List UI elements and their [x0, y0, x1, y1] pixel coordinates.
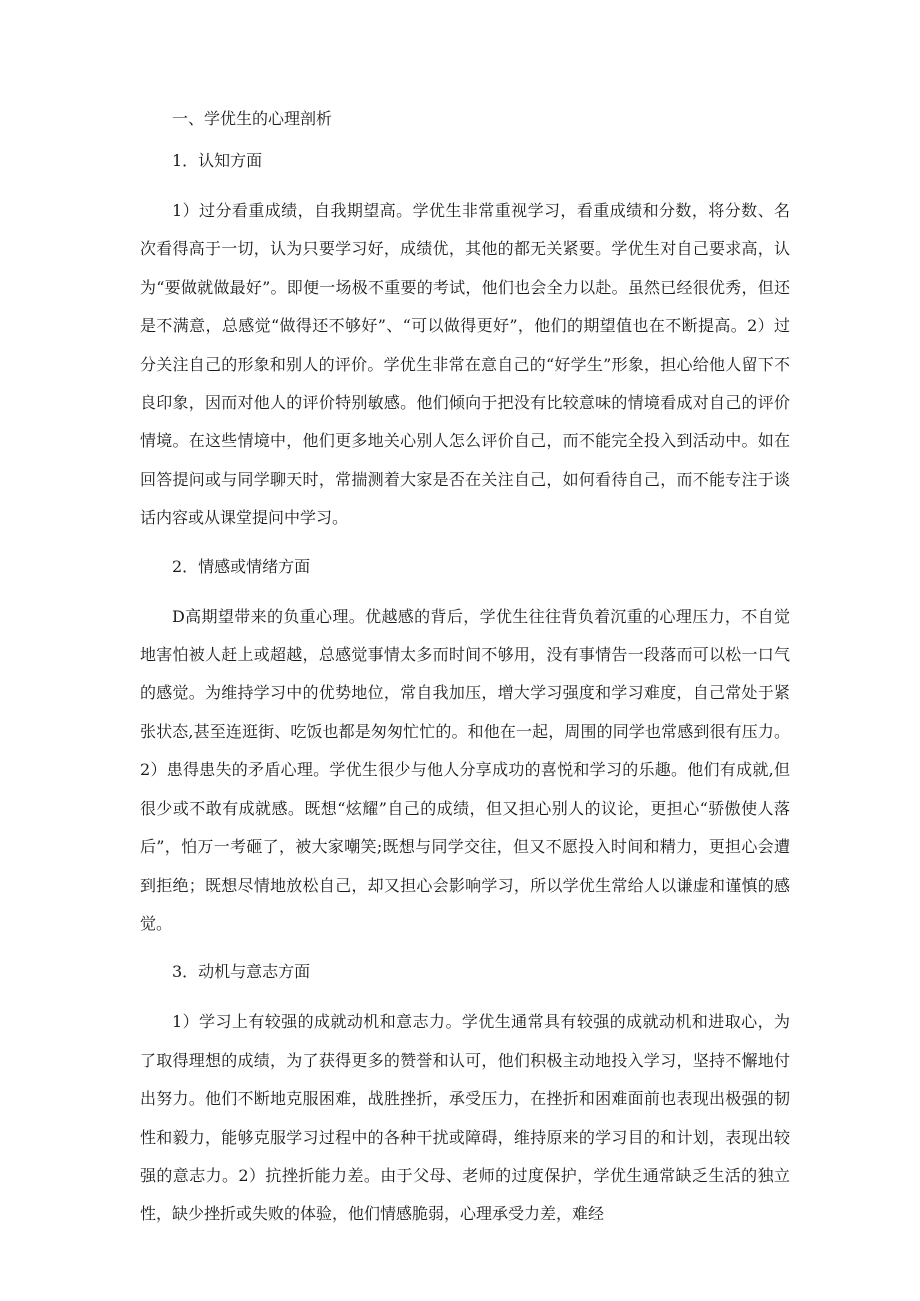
subsection-paragraph-motivation: 1）学习上有较强的成就动机和意志力。学优生通常具有较强的成就动机和进取心，为了取得理想的成绩，为了获得更多的赞誉和认可，他们积极主动地投入学习，坚持不懈地付出努力。他们不断地克服困难，战胜挫折，承受压力，在挫折和困难面前也表现出极强的韧性和毅力，能够克服学习过程中的各种干扰或障碍，维持原来的学习目的和计划，表现出较强的意志力。2）抗挫折能力差。由于父母、老师的过度保护，学优生通常缺乏生活的独立性，缺少挫折或失败的体验，他们情感脆弱，心理承受力差，难经 — [140, 1012, 790, 1224]
subsection-heading-cognition: 1．认知方面 — [172, 151, 263, 170]
subsection-heading-motivation: 3．动机与意志方面 — [172, 962, 311, 982]
document-body — [140, 108, 790, 1252]
section-title: 一、学优生的心理剖析 — [172, 109, 333, 128]
subsection-paragraph-cognition: 1）过分看重成绩，自我期望高。学优生非常重视学习，看重成绩和分数，将分数、名次看得高于一切，认为只要学习好，成绩优，其他的都无关紧要。学优生对自己要求高，认为“要做就做最好”。即便一场极不重要的考试，他们也会全力以赴。虽然已经很优秀，但还是不满意，总感觉“做得还不够好”、“可以做得更好”，他们的期望值也在不断提高。2）过分关注自己的形象和别人的评价。学优生非常在意自己的“好学生”形象，担心给他人留下不良印象，因而对他人的评价特别敏感。他们倾向于把没有比较意味的情境看成对自己的评价情境。在这些情境中，他们更多地关心别人怎么评价自己，而不能完全投入到活动中。如在回答提问或与同学聊天时，常揣测着大家是否在关注自己，如何看待自己，而不能专注于谈话内容或从课堂提问中学习。 — [140, 201, 790, 528]
subsection-paragraph-emotion: D高期望带来的负重心理。优越感的背后，学优生往往背负着沉重的心理压力，不自觉地害怕被人赶上或超越，总感觉事情太多而时间不够用，没有事情告一段落而可以松一口气的感觉。为维持学习中的优势地位，常自我加压，增大学习强度和学习难度，自己常处于紧张状态,甚至连逛街、吃饭也都是匆匆忙忙的。和他在一起，周围的同学也常感到很有压力。2）患得患失的矛盾心理。学优生很少与他人分享成功的喜悦和学习的乐趣。他们有成就,但很少或不敢有成就感。既想“炫耀”自己的成绩，但又担心别人的议论，更担心“骄傲使人落后”，怕万一考砸了，被大家嘲笑;既想与同学交往，但又不愿投入时间和精力，更担心会遭到拒绝；既想尽情地放松自己，却又担心会影响学习，所以学优生常给人以谦虚和谨慎的感觉。 — [140, 606, 790, 933]
subsection-heading-emotion: 2．情感或情绪方面 — [172, 556, 311, 576]
